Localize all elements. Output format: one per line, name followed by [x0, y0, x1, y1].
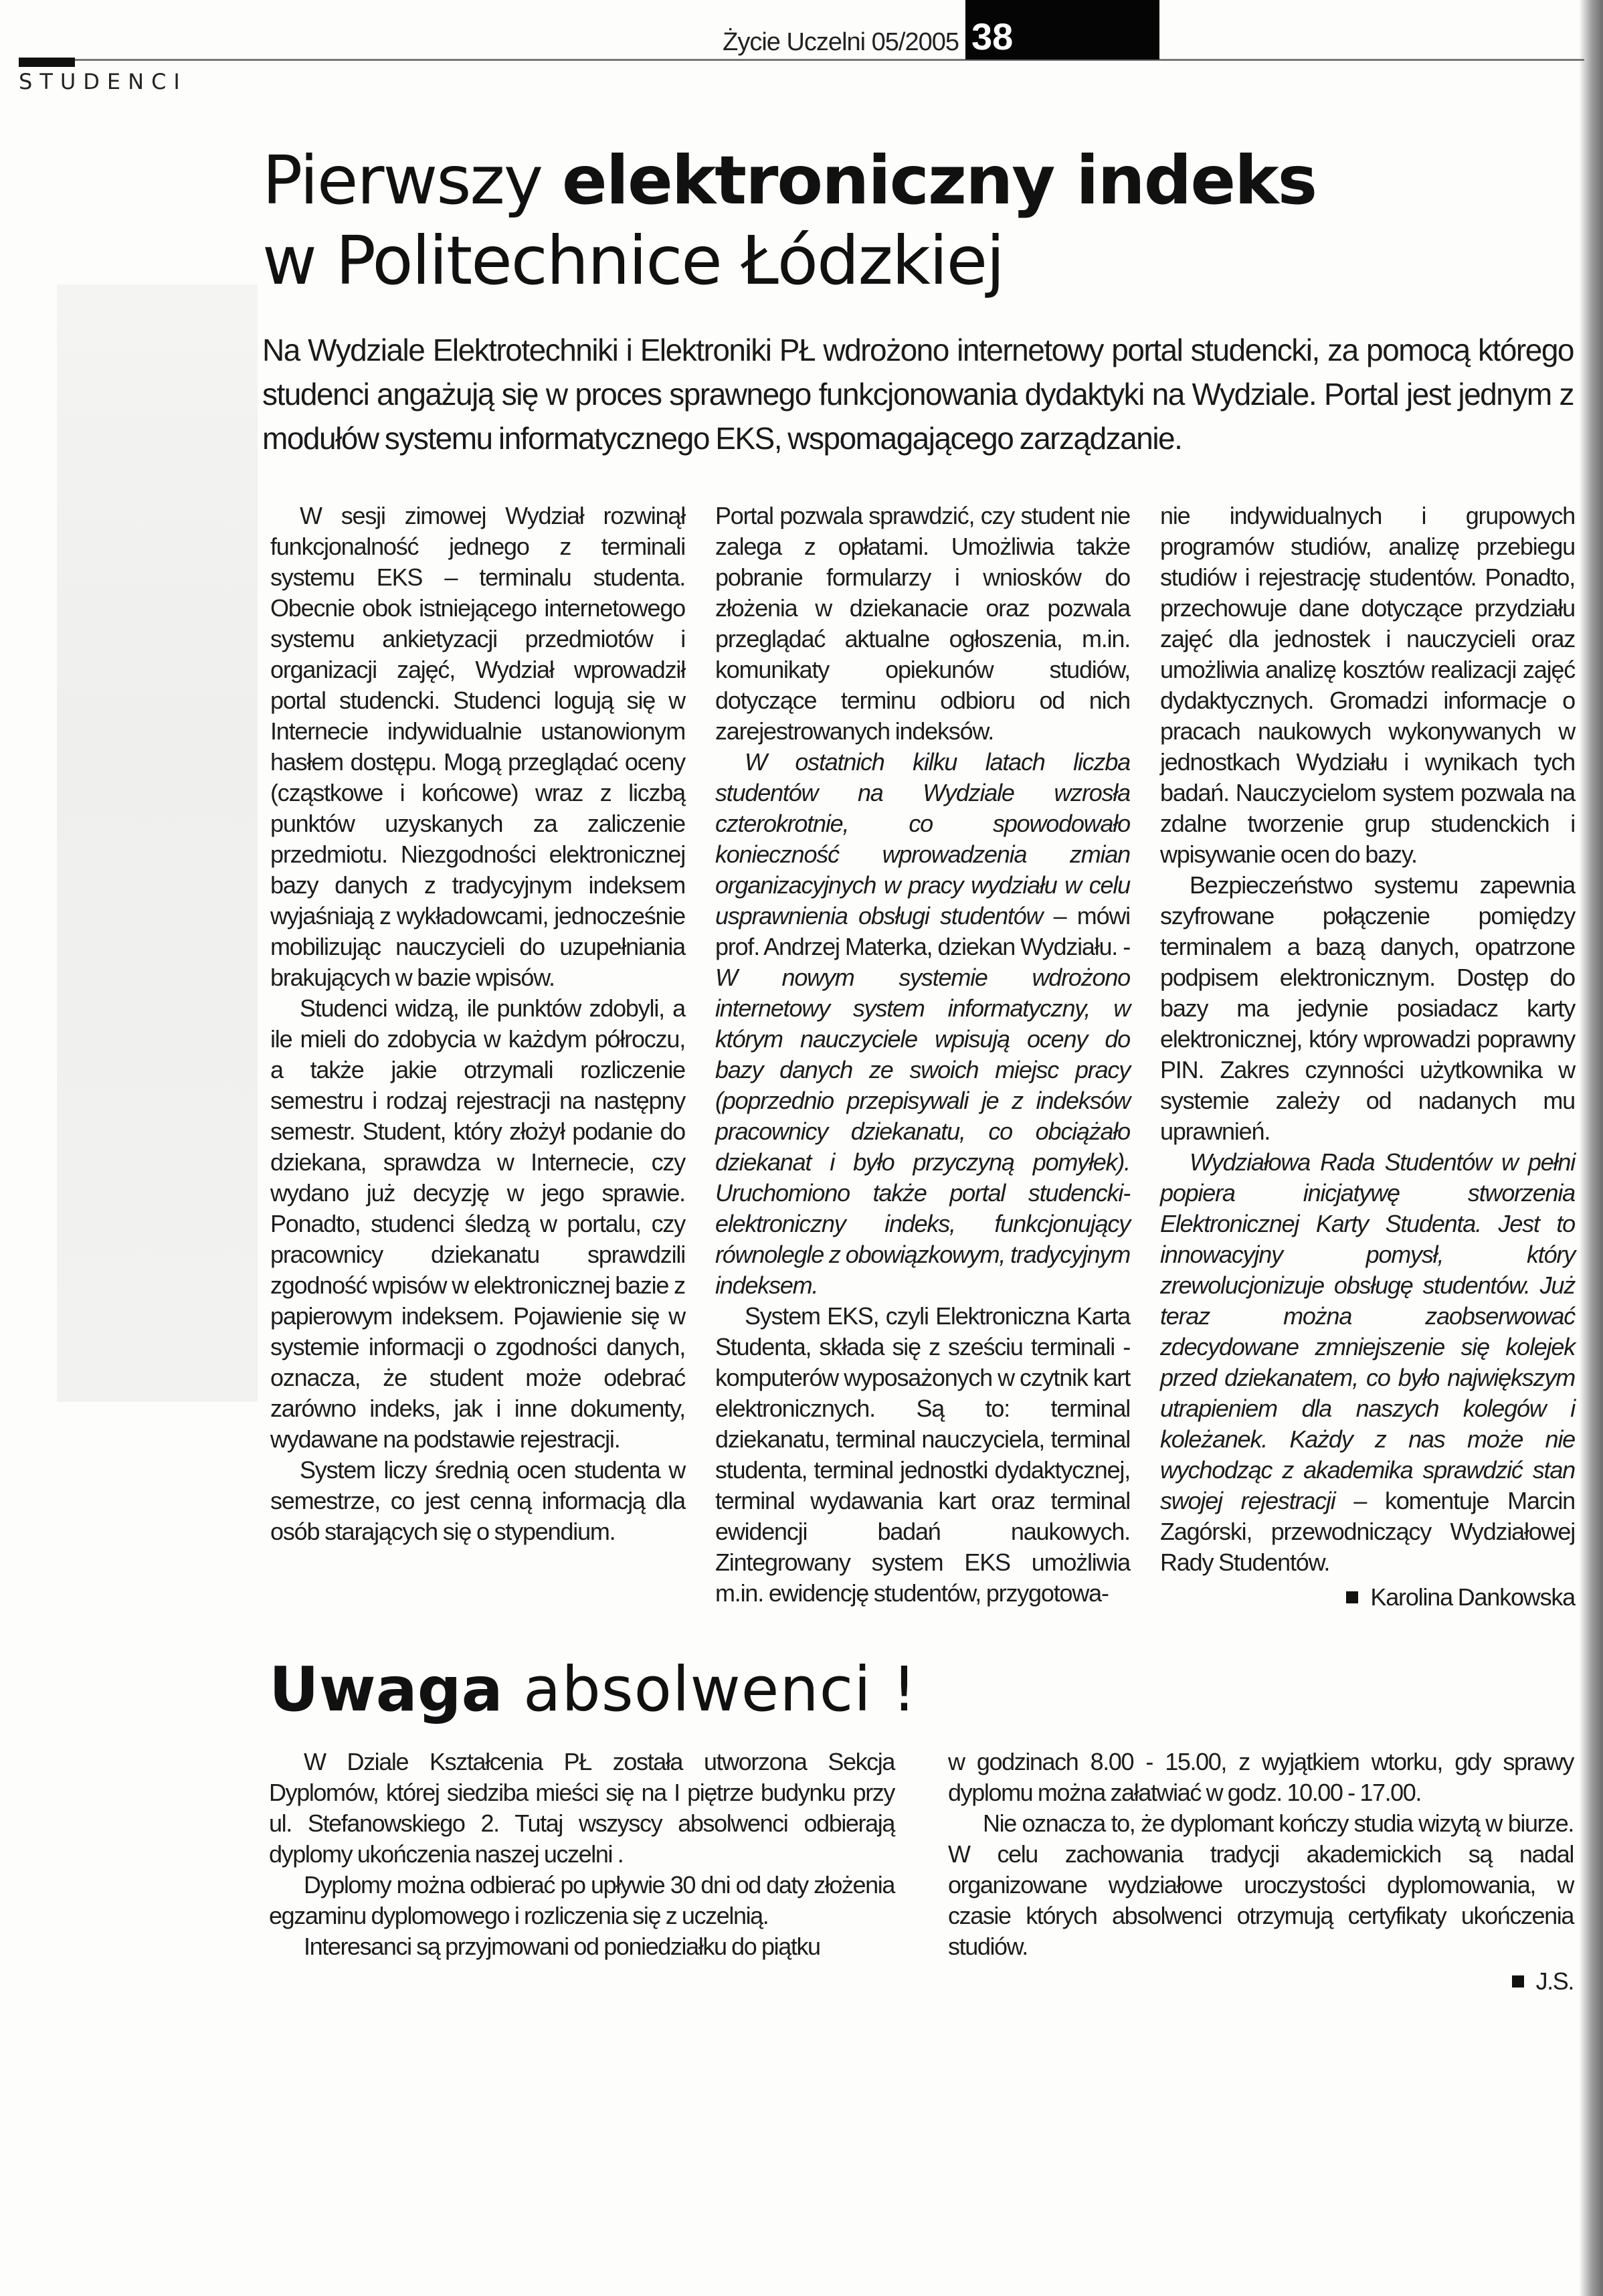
- article-lead: Na Wydziale Elektrotechniki i Elektroniki PŁ wdrożono internetowy portal studencki, za pomocą którego studenci angażują się w proces sprawnego funkcjonowania dydaktyki na Wydziale. Portal jest jednym z modułów systemu informatycznego EKS, wspomagającego zarządzanie.: [262, 333, 1574, 456]
- title-light: absolwenci !: [502, 1654, 917, 1725]
- quote-text: W ostatnich kilku latach liczba studentów na Wydziale wzrosła czterokrotnie, co spowodowało konieczność wprowadzenia zmian organizacyjnych w pracy wydziału w celu usprawnienia obsługi studentów: [715, 748, 1130, 930]
- quote-paragraph: [715, 747, 1130, 1301]
- page-number: 38: [971, 15, 1014, 58]
- author-name: J.S.: [1535, 1967, 1574, 1995]
- section-tab-bar: [19, 58, 75, 67]
- author-signature: [1160, 1582, 1575, 1613]
- title-line-2: w Politechnice Łódzkiej: [262, 222, 1004, 300]
- article-column-1: [270, 501, 685, 1547]
- quote-text: Wydziałowa Rada Studentów w pełni popiera inicjatywę stworzenia Elektronicznej Karty Studenta. Jest to innowacyjny pomysł, który zrewolucjonizuje obsługę studentów. Już teraz można zaobserwować zdecydowane zmniejszenie się kolejek przed dziekanatem, co było największym utrapieniem dla naszych kolegów i koleżanek. Każdy z nas może nie wychodząc z akademika sprawdzić stan swojej rejestracji: [1160, 1148, 1575, 1514]
- paragraph: w godzinach 8.00 - 15.00, z wyjątkiem wtorku, gdy sprawy dyplomu można załatwiać w godz. 10.00 - 17.00.: [948, 1748, 1574, 1806]
- paragraph: nie indywidualnych i grupowych programów studiów, analizę przebiegu studiów i rejestrację studentów. Ponadto, przechowuje dane dotyczące przydziału zajęć dla jednostek i nauczycieli oraz umożliwia analizę kosztów realizacji zajęć dydaktycznych. Gromadzi informacje o pracach naukowych wykonywanych w jednostkach Wydziału i wynikach tych badań. Nauczycielom system pozwala na zdalne tworzenie grup studenckich i wpisywanie ocen do bazy.: [1160, 502, 1575, 868]
- quote-paragraph: [1160, 1147, 1575, 1578]
- paragraph: System liczy średnią ocen studenta w semestrze, co jest cenną informacją dla osób starających się o stypendium.: [270, 1456, 685, 1545]
- author-signature: [948, 1966, 1574, 1997]
- article2-column-1: [269, 1747, 894, 1962]
- title-line-1: [262, 141, 1574, 221]
- quote-text: W nowym systemie wdrożono internetowy system informatyczny, w którym nauczyciele wpisują oceny do bazy danych ze swoich miejsc pracy (poprzednio przepisywali je z indeksów pracownicy dziekanatu, co obciążało dziekanat i było przyczyną pomyłek). Uruchomiono także portal studencki- elektroniczny indeks, funkcjonujący równolegle z obowiązkowym, tradycyjnym indeksem.: [715, 964, 1130, 1299]
- article-2: [269, 1653, 1574, 2037]
- paragraph: Interesanci są przyjmowani od poniedziałku do piątku: [304, 1933, 820, 1960]
- article2-column-2: [948, 1747, 1574, 1997]
- title-bold: Uwaga: [269, 1654, 503, 1725]
- paragraph: W sesji zimowej Wydział rozwinął funkcjonalność jednego z terminali systemu EKS – terminalu studenta. Obecnie obok istniejącego internetowego systemu ankietyzacji przedmiotów i organizacji zajęć, Wydział wprowadził portal studencki. Studenci logują się w Internecie indywidualnie ustanowionym hasłem dostępu. Mogą przeglądać oceny (cząstkowe i końcowe) wraz z liczbą punktów uzyskanych za zaliczenie przedmiotu. Niezgodności elektronicznej bazy danych z tradycyjnym indeksem wyjaśniają z wykładowcami, jednocześnie mobilizując nauczycieli do uzupełniania brakujących w bazie wpisów.: [270, 502, 685, 991]
- header-issue-group: [723, 0, 1159, 60]
- paragraph: System EKS, czyli Elektroniczna Karta Studenta, składa się z sześciu terminali - komputerów wyposażonych w czytnik kart elektronicznych. Są to: terminal dziekanatu, terminal nauczyciela, terminal studenta, terminal jednostki dydaktycznej, terminal wydawania kart oraz terminal ewidencji badań naukowych. Zintegrowany system EKS umożliwia m.in. ewidencję studentów, przygotowa-: [715, 1302, 1130, 1607]
- article-column-2: [715, 501, 1130, 1609]
- page-header: [0, 0, 1603, 100]
- article2-columns: [269, 1747, 1574, 1997]
- title-light: Pierwszy: [262, 141, 562, 219]
- author-name: Karolina Dankowska: [1370, 1583, 1575, 1611]
- quote-attribution: – komentuje Marcin Zagórski, przewodniczący Wydziałowej Rady Studentów.: [1160, 1487, 1576, 1576]
- paragraph: Dyplomy można odbierać po upływie 30 dni od daty złożenia egzaminu dyplomowego i rozliczenia się z uczelnią.: [269, 1871, 894, 1929]
- paragraph: Studenci widzą, ile punktów zdobyli, a ile mieli do zdobycia w każdym półroczu, a także jakie otrzymali rozliczenie semestru i rodzaj rejestracji na następny semestr. Student, który złożył podanie do dziekana, sprawdza w Internecie, czy wydano już decyzję w jego sprawie. Ponadto, studenci śledzą w portalu, czy pracownicy dziekanatu sprawdzili zgodność wpisów w elektronicznej bazie z papierowym indeksem. Pojawienie się w systemie informacji o zgodności danych, oznacza, że student może odebrać zarówno indeks, jak i inne dokumenty, wydawane na podstawie rejestracji.: [270, 994, 685, 1453]
- paragraph: Bezpieczeństwo systemu zapewnia szyfrowane połączenie pomiędzy terminalem a bazą danych, opatrzone podpisem elektronicznym. Dostęp do bazy ma jedynie posiadacz karty elektronicznej, który wprowadzi poprawny PIN. Zakres czynności użytkownika w systemie zależy od nadanych mu uprawnień.: [1160, 871, 1575, 1145]
- section-label: STUDENCI: [19, 69, 187, 94]
- article-title: [262, 141, 1574, 301]
- paragraph: Nie oznacza to, że dyplomant kończy studia wizytą w biurze. W celu zachowania tradycji akademickich są nadal organizowane wydziałowe uroczystości dyplomowania, w czasie których absolwenci otrzymują certyfikaty ukończenia studiów.: [948, 1809, 1574, 1960]
- article-columns: [270, 501, 1575, 1613]
- end-mark-icon: [1512, 1975, 1524, 1988]
- page-number-box: [965, 0, 1159, 60]
- article-1: [262, 141, 1574, 1613]
- article-column-3: [1160, 501, 1575, 1613]
- title-bold: elektroniczny indeks: [561, 141, 1317, 219]
- article2-title: [269, 1653, 1574, 1727]
- end-mark-icon: [1346, 1591, 1358, 1603]
- paragraph: W Dziale Kształcenia PŁ została utworzona Sekcja Dyplomów, której siedziba mieści się na I piętrze budynku przy ul. Stefanowskiego 2. Tutaj wszyscy absolwenci odbierają dyplomy ukończenia naszej uczelni .: [269, 1748, 894, 1868]
- journal-issue: Życie Uczelni 05/2005: [723, 28, 959, 56]
- quote-attribution: – mówi prof. Andrzej Materka, dziekan Wydziału. -: [715, 902, 1130, 960]
- paragraph: Portal pozwala sprawdzić, czy student nie zalega z opłatami. Umożliwia także pobranie formularzy i wniosków do złożenia w dziekanacie oraz pozwala przeglądać aktualne ogłoszenia, m.in. komunikaty opiekunów studiów, dotyczące terminu odbioru od nich zarejestrowanych indeksów.: [715, 502, 1130, 745]
